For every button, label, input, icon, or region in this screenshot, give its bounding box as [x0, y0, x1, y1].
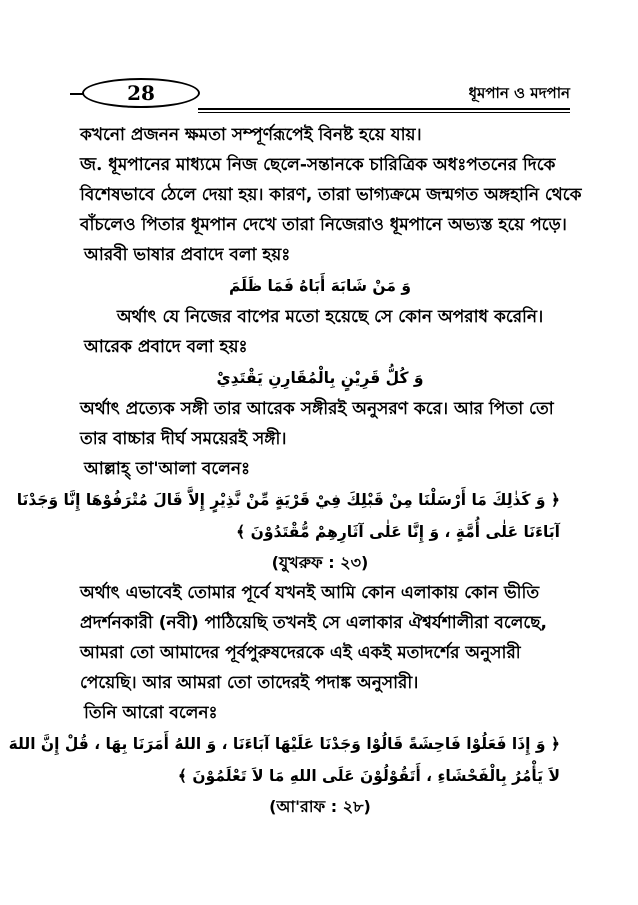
text-line: আরেক প্রবাদে বলা হয়ঃ: [84, 337, 248, 357]
text-line: বাঁচলেও পিতার ধূমপান দেখে তারা নিজেরাও ধূমপানে অভ্যস্ত হয়ে পড়ে।: [80, 215, 567, 235]
arabic-verse: لاَ يَأْمُرُ بِالْفَحْشَاءِ ، أَتَقُوْلُوْنَ عَلَى اللهِ مَا لاَ تَعْلَمُوْنَ ﴾: [177, 767, 560, 785]
text-line: পেয়েছি। আর আমরা তো তাদেরই পদাঙ্ক অনুসারী।: [80, 673, 419, 693]
text-line: অর্থাৎ যে নিজের বাপের মতো হয়েছে সে কোন অপরাধ করেনি।: [116, 307, 544, 327]
text-line: অর্থাৎ প্রত্যেক সঙ্গী তার আরেক সঙ্গীরই অনুসরণ করে। আর পিতা তো: [80, 399, 554, 419]
running-title: ধূমপান ও মদপান: [468, 84, 570, 102]
text-line: তার বাচ্চার দীর্ঘ সময়েরই সঙ্গী।: [80, 429, 287, 449]
text-line: অর্থাৎ এভাবেই তোমার পূর্বে যখনই আমি কোন এলাকায় কোন ভীতি: [80, 583, 540, 603]
header-rule: [198, 108, 570, 110]
verse-reference: (আ'রাফ : ২৮): [269, 797, 371, 816]
text-line-content: ধূমপানের মাধ্যমে নিজ ছেলে-সন্তানকে চারিত্রিক অধঃপতনের দিকে: [108, 155, 556, 175]
page-number: 28: [82, 78, 200, 108]
text-line: আমরা তো আমাদের পূর্বপুরুষদেরকে এই একই মতাদর্শের অনুসারী: [80, 643, 521, 663]
page-body: [8, 120, 582, 822]
text-line: আল্লাহ্ তা'আলা বলেনঃ: [84, 459, 251, 479]
arabic-verse: آبَاءَنَا عَلٰى أُمَّةٍ ، وَ إِنَّا عَلٰى آثَارِهِمْ مُّقْتَدُوْنَ ﴾: [236, 523, 560, 541]
arabic-verse: ﴿ وَ إِذَا فَعَلُوْا فَاحِشَةً قَالُوْا وَجَدْنَا عَلَيْهَا آبَاءَنَا ، وَ اللهُ أَمَرَنَا بِهَا ، قُلْ إِنَّ اللهَ: [8, 735, 560, 753]
arabic-verse: ﴿ وَ كَذٰلِكَ مَا أَرْسَلْنَا مِنْ قَبْلِكَ فِيْ قَرْيَةٍ مِّنْ نَّذِيْرٍ إِلاَّ قَالَ مُتْرَفُوْهَا إِنَّا وَجَدْنَا: [16, 491, 560, 509]
text-line: প্রদর্শনকারী (নবী) পাঠিয়েছি তখনই সে এলাকার ঐশ্বর্যশালীরা বলেছে,: [80, 613, 547, 633]
section-marker: জ.: [80, 154, 103, 175]
text-line: তিনি আরো বলেনঃ: [84, 703, 218, 723]
arabic-proverb: وَ مَنْ شَابَهَ أَبَاهُ فَمَا ظَلَمَ: [229, 277, 411, 295]
text-line: কখনো প্রজনন ক্ষমতা সম্পূর্ণরূপেই বিনষ্ট হয়ে যায়।: [80, 125, 422, 145]
arabic-proverb: وَ كُلُّ قَرِيْنٍ بِالْمُقَارِنِ يَقْتَدِيْ: [216, 369, 424, 387]
text-line: আরবী ভাষার প্রবাদে বলা হয়ঃ: [84, 245, 291, 265]
text-line: [80, 150, 560, 180]
verse-reference: (যুখরুফ : ২৩): [271, 553, 369, 572]
text-line: বিশেষভাবে ঠেলে দেয়া হয়। কারণ, তারা ভাগ্যক্রমে জন্মগত অঙ্গহানি থেকে: [80, 185, 582, 205]
page-header: [70, 78, 570, 112]
